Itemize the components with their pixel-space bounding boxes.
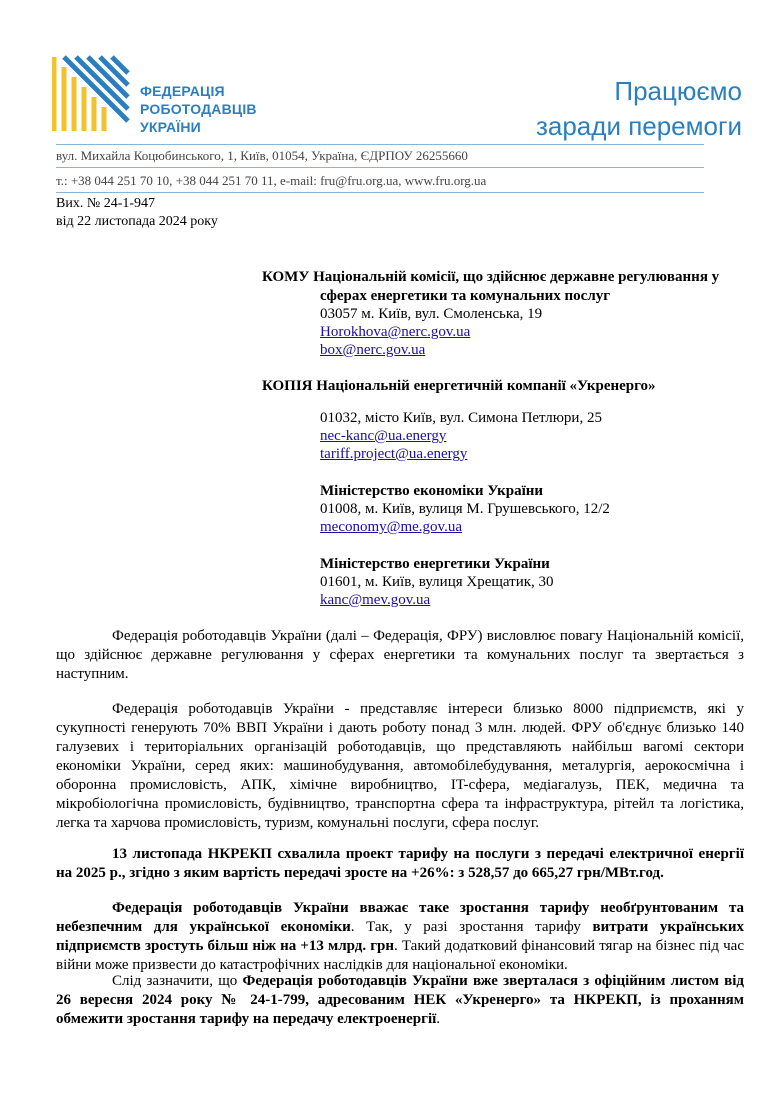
to-email-link-2[interactable]: box@nerc.gov.ua [320, 342, 426, 358]
position-text-1: . Так, у разі зростання тарифу [350, 919, 593, 935]
appeal-text-2: . [436, 1011, 441, 1027]
paragraph-greeting: Федерація роботодавців України (далі – Федерація, ФРУ) висловлює повагу Національній комісії, що здійснює державне регулювання у сферах енергетики та комунальних послуг та звертається з наступним. [56, 628, 744, 682]
slogan [536, 74, 742, 144]
to-recipient-name: Національній комісії, що здійснює державне регулювання у [313, 269, 720, 285]
slogan-line-1: Працюємо [614, 76, 742, 106]
to-label: КОМУ [262, 269, 310, 285]
slogan-line-2: заради перемоги [535, 111, 742, 141]
position-bold-1: Федерація роботодавців України вважає таке зростання тарифу необґрунтованим та небезпечним для української економіки [56, 900, 744, 935]
energy-ministry-email-link[interactable]: kanc@mev.gov.ua [320, 592, 431, 608]
header-contacts: т.: +38 044 251 70 10, +38 044 251 70 11, e-mail: fru@fru.org.ua, www.fru.org.ua [56, 173, 487, 188]
to-email-link-1[interactable]: Horokhova@nerc.gov.ua [320, 324, 471, 340]
header-address: вул. Михайла Коцюбинського, 1, Київ, 01054, Україна, ЄДРПОУ 26255660 [56, 148, 468, 163]
paragraph-federation-position [56, 899, 744, 975]
outgoing-number: Вих. № 24-1-947 [56, 196, 156, 211]
copy-recipient-line [262, 377, 656, 396]
economy-ministry-address: 01008, м. Київ, вулиця М. Грушевського, 12/2 [320, 501, 610, 517]
copy-recipient-name: Національній енергетичній компанії «Укренерго» [316, 378, 656, 394]
appeal-bold-1: Федерація роботодавців України вже зверталася з офіційним листом від 26 вересня 2024 року № 24-1-799, адресованим НЕК «Укренерго» та НКРЕКП, із проханням обмежити зростання тарифу на передачу електроенергії [56, 973, 744, 1027]
header-divider-bottom [56, 192, 704, 193]
energy-ministry-name: Міністерство енергетики України [320, 556, 550, 572]
to-recipient-line-1 [262, 268, 719, 287]
copy-email-link-1[interactable]: nec-kanc@ua.energy [320, 428, 447, 444]
economy-ministry-name: Міністерство економіки України [320, 483, 544, 499]
paragraph-previous-appeal [56, 972, 744, 1029]
letter-date: від 22 листопада 2024 року [56, 214, 218, 229]
logo-line-3: УКРАЇНИ [140, 119, 201, 135]
header-divider-top [56, 144, 704, 145]
paragraph-tariff-approval: 13 листопада НКРЕКП схвалила проект тарифу на послуги з передачі електричної енергії на 2025 р., згідно з яким вартість передачі зросте на +26%: з 528,57 до 665,27 грн/МВт.год. [56, 846, 744, 881]
logo-wordmark [140, 82, 257, 136]
position-text-2: . Такий додатковий фінансовий тягар на бізнес під час війни може призвести до катастрофічних наслідків для національної економіки. [56, 938, 744, 973]
appeal-text-1: Слід зазначити, що [112, 973, 243, 989]
federation-logo-icon [52, 55, 130, 133]
paragraph-about-federation: Федерація роботодавців України - представляє інтереси близько 8000 підприємств, які у сукупності генерують 70% ВВП України і дають роботу понад 3 млн. людей. ФРУ об'єднує близько 140 галузевих і територіальних організацій роботодавців, що представляють найбільш вагомі сектори економіки України, серед яких: машинобудування, автомобілебудування, металургія, аерокосмічна і оборонна промисловість, АПК, хімічне виробництво, IT-сфера, медіагалузь, ПЕК, медична та мікробіологічна промисловість, будівництво, транспортна сфера та інфраструктура, рітейл та логістика, легка та харчова промисловість, туризм, комунальні послуги, сфера послуг. [56, 701, 744, 831]
copy-address: 01032, місто Київ, вул. Симона Петлюри, 25 [320, 410, 602, 426]
header-divider-middle [56, 167, 704, 168]
energy-ministry-address: 01601, м. Київ, вулиця Хрещатик, 30 [320, 574, 554, 590]
position-bold-2: витрати українських підприємств зростуть більш ніж на +13 млрд. грн [56, 919, 745, 954]
logo-line-2: РОБОТОДАВЦІВ [140, 101, 257, 117]
economy-ministry-email-link[interactable]: meconomy@me.gov.ua [320, 519, 462, 535]
to-address: 03057 м. Київ, вул. Смоленська, 19 [320, 306, 543, 322]
to-recipient-line-2: сферах енергетики та комунальних послуг [320, 288, 611, 304]
copy-label: КОПІЯ [262, 378, 313, 394]
logo-line-1: ФЕДЕРАЦІЯ [140, 83, 225, 99]
copy-email-link-2[interactable]: tariff.project@ua.energy [320, 446, 468, 462]
